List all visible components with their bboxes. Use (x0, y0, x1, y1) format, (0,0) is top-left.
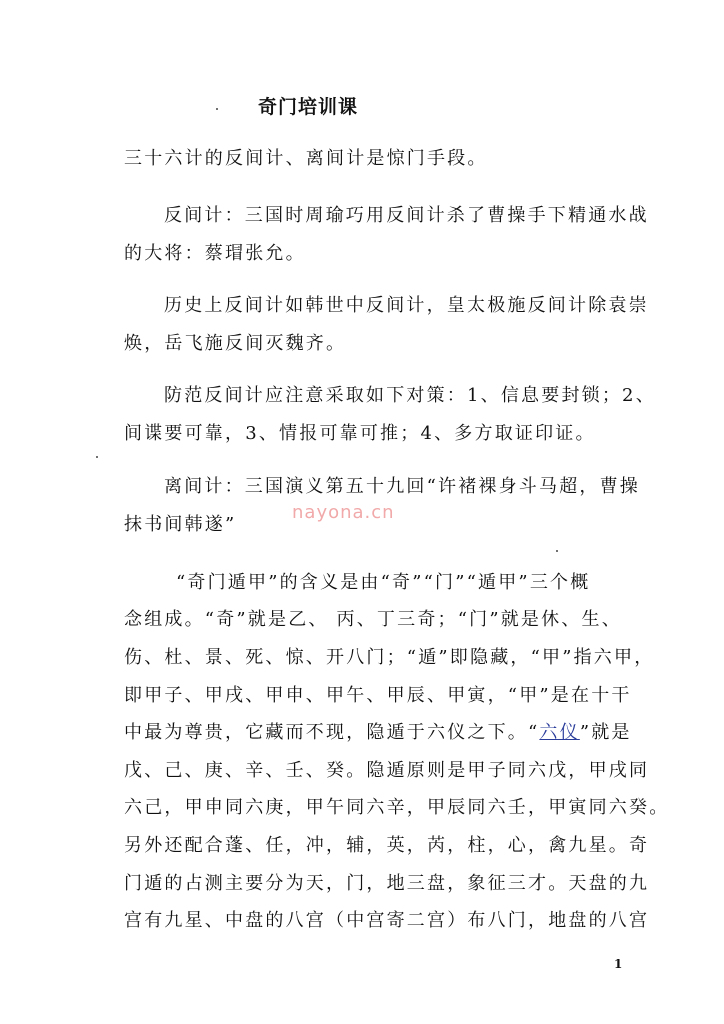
page-number: 1 (614, 957, 623, 971)
paragraph-6-line-8: 另外还配合蓬、任，冲，辅，英，芮，柱，心，禽九星。奇 (124, 835, 650, 856)
paragraph-4-line-2: 间谍要可靠，3、情报可靠可推；4、多方取证印证。 (124, 423, 596, 444)
paragraph-5-line-1: 离间计：三国演义第五十九回“许褚裸身斗马超，曹操 (164, 476, 640, 497)
paragraph-6-line-1: “奇门遁甲”的含义是由“奇”“门”“遁甲”三个概 (176, 572, 591, 593)
paragraph-6-line-2: 念组成。“奇”就是乙、 丙、丁三奇；“门”就是休、生、 (124, 609, 622, 630)
paragraph-6-line-5 (124, 722, 632, 744)
paragraph-6-line-10: 宫有九星、中盘的八宫（中宫寄二宫）布八门，地盘的八宫 (124, 910, 650, 931)
paragraph-1: 三十六计的反间计、离间计是惊门手段。 (124, 148, 488, 169)
liuyi-link[interactable]: 六仪 (539, 722, 580, 743)
paragraph-3-line-1: 历史上反间计如韩世中反间计，皇太极施反间计除袁崇 (164, 295, 649, 316)
watermark: nayona.cn (292, 502, 395, 523)
paragraph-6-line-4: 即甲子、甲戌、甲申、甲午、甲辰、甲寅，“甲”是在十干 (124, 685, 632, 706)
document-title: 奇门培训课 (258, 96, 359, 118)
paragraph-6-line-5-start: 中最为尊贵，它藏而不现，隐遁于六仪之下。“ (124, 722, 540, 743)
paragraph-2-line-1: 反间计：三国时周瑜巧用反间计杀了曹操手下精通水战 (164, 205, 649, 226)
scan-speck (96, 456, 98, 458)
scan-speck (216, 108, 218, 110)
paragraph-6-line-9: 门遁的占测主要分为天，门，地三盘，象征三才。天盘的九 (124, 873, 650, 894)
paragraph-6-line-5-end: ”就是 (579, 722, 632, 743)
paragraph-6-line-3: 伤、杜、景、死、惊、开八门；“遁”即隐藏，“甲”指六甲， (124, 647, 655, 668)
paragraph-5-line-2: 抹书间韩遂” (124, 514, 237, 535)
paragraph-3-line-2: 焕，岳飞施反间灭魏齐。 (124, 333, 347, 354)
scan-speck (556, 550, 558, 552)
paragraph-4-line-1: 防范反间计应注意采取如下对策：1、信息要封锁；2、 (164, 385, 656, 406)
paragraph-2-line-2: 的大将：蔡瑁张允。 (124, 243, 306, 264)
paragraph-6-line-7: 六己，甲申同六庚，甲午同六辛，甲辰同六壬，甲寅同六癸。 (124, 797, 670, 818)
paragraph-6-line-6: 戊、己、庚、辛、壬、癸。隐遁原则是甲子同六戊，甲戌同 (124, 760, 650, 781)
